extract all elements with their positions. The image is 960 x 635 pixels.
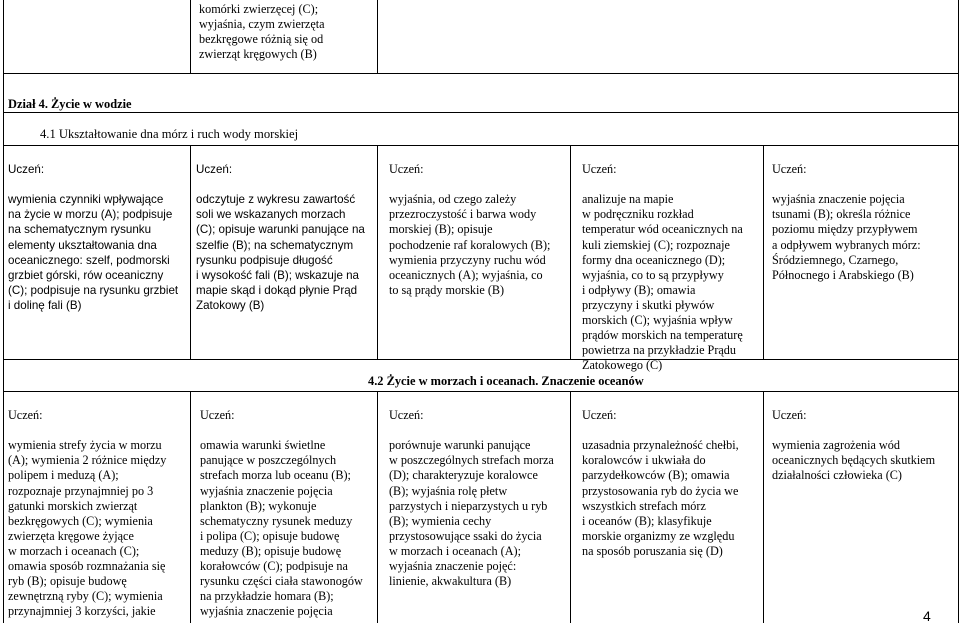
s1-cell-2-head: Uczeń: — [196, 163, 233, 177]
s1-cell-2 — [196, 147, 374, 328]
column-divider — [190, 391, 191, 623]
row-divider — [3, 359, 959, 360]
column-divider — [190, 145, 191, 359]
column-divider — [377, 0, 378, 73]
page-number: 4 — [923, 608, 931, 624]
s2-cell-2 — [200, 393, 376, 635]
row-divider — [3, 145, 959, 146]
column-divider — [570, 145, 571, 359]
s1-cell-5-text: wyjaśnia znaczenie pojęcia tsunami (B); określa różnice poziomu między przypływem a odpływem wybranych mórz: Śródziemnego, Czarnego, Północnego i Arabskiego (B) — [772, 192, 921, 282]
column-divider — [377, 145, 378, 359]
top-cell-text: komórki zwierzęcej (C); wyjaśnia, czym zwierzęta bezkręgowe różnią się od zwierząt kręgowych (B) — [199, 2, 325, 62]
s1-cell-5-head: Uczeń: — [772, 162, 807, 177]
row-divider — [3, 391, 959, 392]
s2-cell-3-head: Uczeń: — [389, 408, 424, 423]
section-2-title: 4.2 Życie w morzach i oceanach. Znaczenie oceanów — [368, 374, 644, 388]
table-border-right — [958, 0, 959, 623]
s2-cell-2-text: omawia warunki świetlne panujące w poszczególnych strefach morza lub oceanu (B); wyjaśnia znaczenie pojęcia plankton (B); wykonuje schematyczny rysunek meduzy i polipa (C); opisuje budowę meduzy (B); opisuje budowę korałowców (C); podpisuje na rysunku części ciała stawonogów na przykładzie homara (B); wyjaśnia znaczenie pojęcia — [200, 438, 363, 619]
section-1-title: 4.1 Ukształtowanie dna mórz i ruch wody morskiej — [40, 127, 299, 141]
s2-cell-5-head: Uczeń: — [772, 408, 807, 423]
s1-cell-1 — [8, 147, 188, 328]
chapter-heading: Dział 4. Życie w wodzie — [8, 97, 132, 111]
column-divider — [377, 391, 378, 623]
column-divider — [190, 0, 191, 73]
s2-cell-4-text: uzasadnia przynależność chełbi, koralowców i ukwiała do parzydełkowców (B); omawia przystosowania ryb do życia we wszystkich strefach mórz i oceanów (B); klasyfikuje morskie organizmy ze względu na sposób poruszania się (D) — [582, 438, 739, 558]
s2-cell-4-head: Uczeń: — [582, 408, 617, 423]
column-divider — [763, 145, 764, 359]
s2-cell-1-text: wymienia strefy życia w morzu (A); wymienia 2 różnice między polipem i meduzą (A); rozpoznaje przynajmniej po 3 gatunki morskich zwierząt bezkręgowych (C); wymienia zwierzęta kręgowe żyjące w morzach i oceanach (C); omawia sposób rozmnażania się ryb (B); opisuje budowę zewnętrzną ryby (C); wymienia przynajmniej 3 korzyści, jakie — [8, 438, 167, 619]
column-divider — [570, 391, 571, 623]
s1-cell-2-text: odczytuje z wykresu zawartość soli we wskazanych morzach (C); opisuje warunki panujące na szelfie (B); na schematycznym rysunku podpisuje długość i wysokość fali (B); wskazuje na mapie skąd i dokąd płynie Prąd Zatokowy (B) — [196, 193, 365, 312]
s2-cell-5-text: wymienia zagrożenia wód oceanicznych będących skutkiem działalności człowieka (C) — [772, 438, 936, 483]
s1-cell-4-head: Uczeń: — [582, 162, 617, 177]
s1-cell-4-text: analizuje na mapie w podręczniku rozkład temperatur wód oceanicznych na kuli ziemskiej (C); rozpoznaje formy dna oceanicznego (D); wyjaśnia, co to są przypływy i odpływy (B); omawia przyczyny i skutki pływów morskich (C); wyjaśnia wpływ prądów morskich na temperaturę powietrza na przykładzie Prądu Zatokowego (C) — [582, 192, 743, 373]
s2-cell-4 — [582, 393, 760, 574]
s2-cell-3-text: porównuje warunki panujące w poszczególnych strefach morza (D); charakteryzuje koralowce (B); wyjaśnia rolę płetw parzystych i nieparzystych u ryb (B); wymienia cechy przystosowujące ssaki do życia w morzach i oceanach (A); wyjaśnia znaczenie pojęć: linienie, akwakultura (B) — [389, 438, 554, 589]
row-divider — [3, 112, 959, 113]
s2-cell-1 — [8, 393, 188, 635]
s2-cell-1-head: Uczeń: — [8, 408, 43, 423]
s1-cell-5 — [772, 147, 956, 298]
row-divider — [3, 73, 959, 74]
s1-cell-1-text: wymienia czynniki wpływające na życie w morzu (A); podpisuje na schematycznym rysunku elementy ukształtowania dna oceanicznego: szelf, podmorski grzbiet górski, rów oceaniczny (C); podpisuje na rysunku grzbiet i dolinę fali (B) — [8, 193, 179, 312]
s1-cell-1-head: Uczeń: — [8, 163, 45, 177]
column-divider — [763, 391, 764, 623]
s2-cell-5 — [772, 393, 956, 499]
table-border-left — [3, 0, 4, 623]
s1-cell-3-head: Uczeń: — [389, 162, 424, 177]
s1-cell-3-text: wyjaśnia, od czego zależy przezroczystość i barwa wody morskiej (B); opisuje pochodzenie raf koralowych (B); wymienia przyczyny ruchu wód oceanicznych (A); wyjaśnia, co to są prądy morskie (B) — [389, 192, 551, 297]
s1-cell-3 — [389, 147, 567, 313]
s2-cell-2-head: Uczeń: — [200, 408, 235, 423]
s2-cell-3 — [389, 393, 569, 604]
s1-cell-4 — [582, 147, 760, 389]
